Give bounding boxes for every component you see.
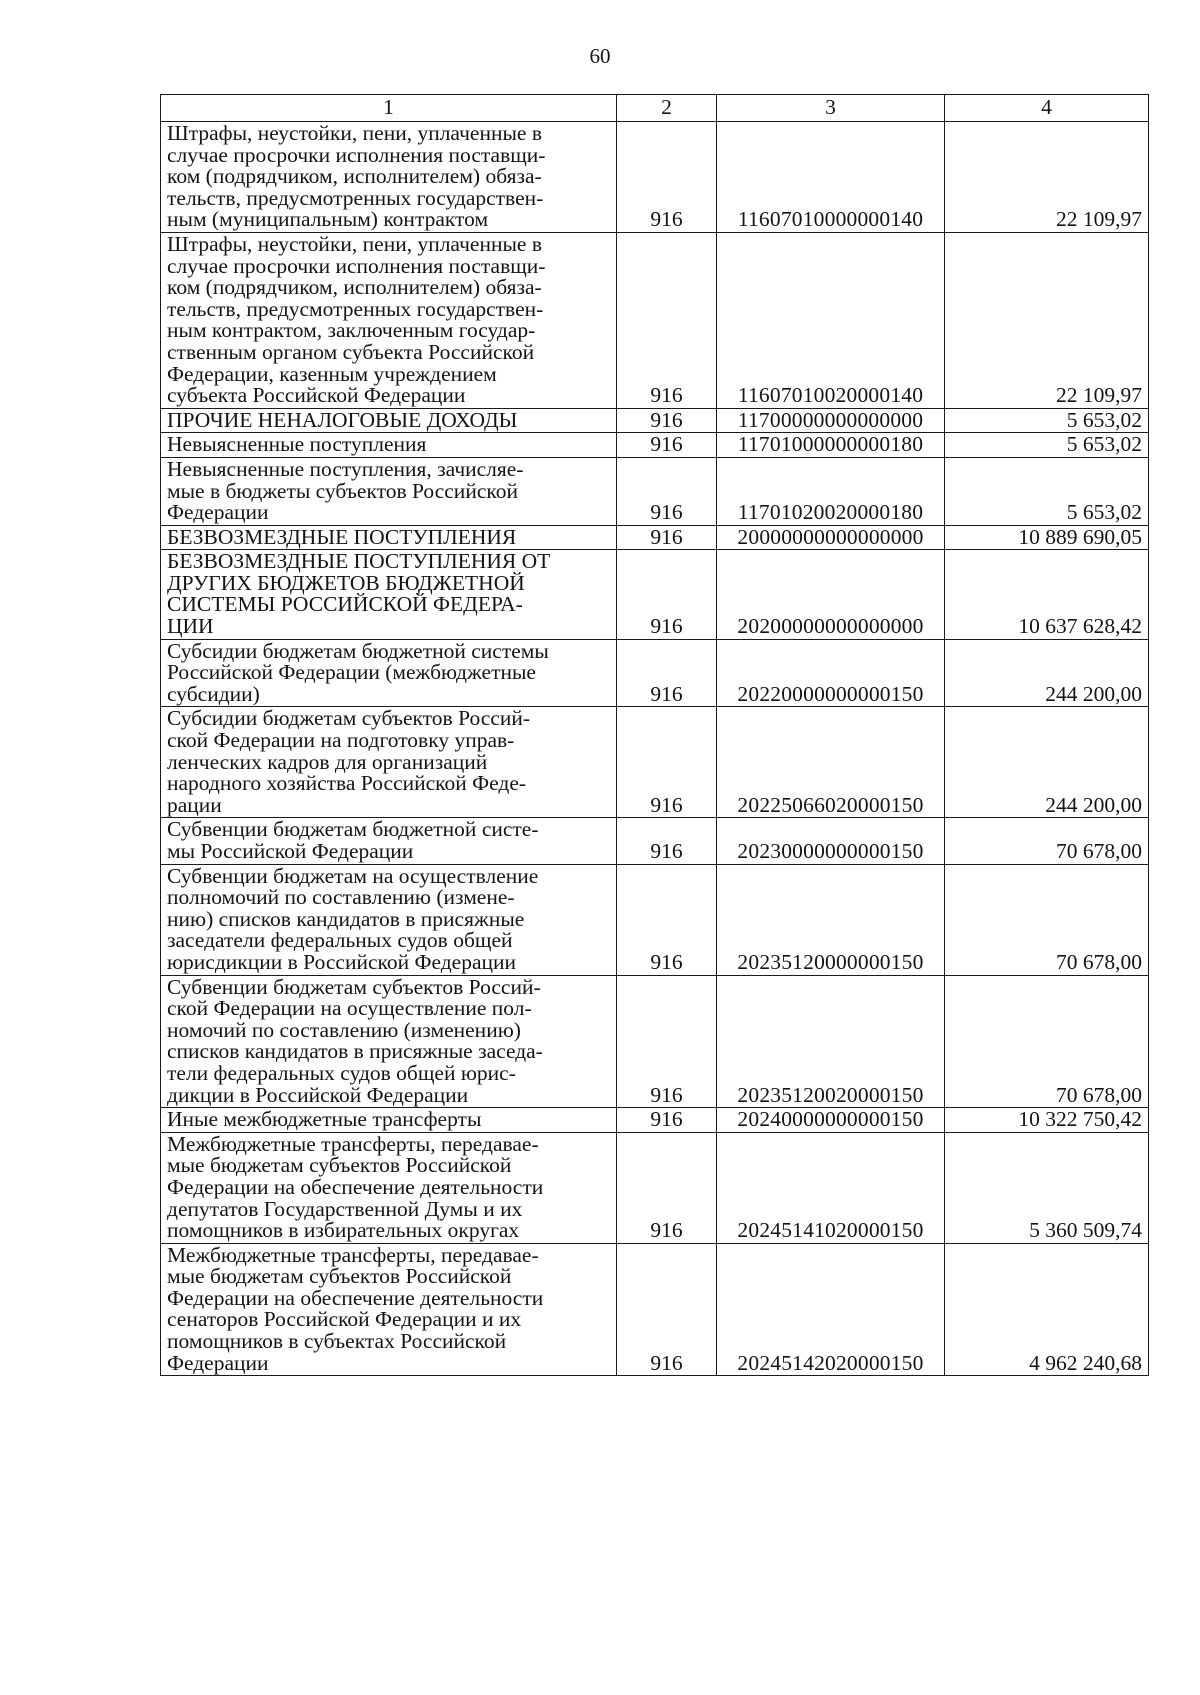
description-line: ным контрактом, заключенным государ- [167, 318, 536, 343]
row-classification-code: 20000000000000000 [717, 525, 945, 550]
description-line: Межбюджетные трансферты, передавае- [167, 1131, 539, 1156]
description-line: Иные межбюджетные трансферты [167, 1107, 482, 1132]
row-admin-code: 916 [617, 457, 717, 525]
description-line: рации [167, 792, 222, 817]
row-amount: 5 360 509,74 [945, 1132, 1149, 1243]
description-line: случае просрочки исполнения поставщи- [167, 253, 546, 278]
description-line: помощников в субъектах Российской [167, 1329, 507, 1354]
row-admin-code: 916 [617, 1243, 717, 1376]
row-admin-code: 916 [617, 707, 717, 818]
description-line: Федерации [167, 500, 269, 525]
description-line: ком (подрядчиком, исполнителем) обяза- [167, 275, 542, 300]
description-line: Штрафы, неустойки, пени, уплаченные в [167, 231, 543, 256]
table-row [161, 707, 1149, 818]
description-line: ленческих кадров для организаций [167, 749, 488, 774]
row-admin-code: 916 [617, 1108, 717, 1133]
row-classification-code: 20240000000000150 [717, 1108, 945, 1133]
row-admin-code: 916 [617, 550, 717, 639]
row-description [161, 975, 617, 1108]
row-classification-code: 20230000000000150 [717, 818, 945, 864]
description-line: юрисдикции в Российской Федерации [167, 949, 517, 974]
row-description [161, 639, 617, 707]
description-line: мые бюджетам субъектов Российской [167, 1264, 512, 1289]
row-description [161, 864, 617, 975]
row-classification-code: 11701000000000180 [717, 433, 945, 458]
table-row [161, 232, 1149, 408]
description-line: мые в бюджеты субъектов Российской [167, 478, 518, 503]
row-admin-code: 916 [617, 525, 717, 550]
row-amount: 5 653,02 [945, 408, 1149, 433]
row-admin-code: 916 [617, 122, 717, 233]
description-line: Субвенции бюджетам бюджетной систе- [167, 817, 539, 842]
row-admin-code: 916 [617, 818, 717, 864]
row-description [161, 408, 617, 433]
description-line: Субвенции бюджетам на осуществление [167, 863, 539, 888]
row-classification-code: 11607010000000140 [717, 122, 945, 233]
row-admin-code: 916 [617, 639, 717, 707]
row-amount: 244 200,00 [945, 639, 1149, 707]
table-row [161, 122, 1149, 233]
description-line: ДРУГИХ БЮДЖЕТОВ БЮДЖЕТНОЙ [167, 570, 525, 595]
description-line: дикции в Российской Федерации [167, 1082, 469, 1107]
table-row [161, 1108, 1149, 1133]
description-line: субъекта Российской Федерации [167, 383, 466, 408]
description-line: Межбюджетные трансферты, передавае- [167, 1242, 539, 1267]
row-amount: 22 109,97 [945, 122, 1149, 233]
row-admin-code: 916 [617, 433, 717, 458]
row-amount: 70 678,00 [945, 864, 1149, 975]
table-row [161, 550, 1149, 639]
description-line: народного хозяйства Российской Феде- [167, 771, 527, 796]
description-line: СИСТЕМЫ РОССИЙСКОЙ ФЕДЕРА- [167, 592, 523, 617]
description-line: заседатели федеральных судов общей [167, 928, 513, 953]
description-line: тели федеральных судов общей юрис- [167, 1060, 516, 1085]
table-row [161, 1243, 1149, 1376]
description-line: Субсидии бюджетам субъектов Россий- [167, 706, 531, 731]
description-line: ком (подрядчиком, исполнителем) обяза- [167, 164, 542, 189]
table-row [161, 408, 1149, 433]
description-line: Субсидии бюджетам бюджетной системы [167, 638, 549, 663]
description-line: помощников в избирательных округах [167, 1218, 520, 1243]
row-description [161, 525, 617, 550]
row-classification-code: 11700000000000000 [717, 408, 945, 433]
description-line: мы Российской Федерации [167, 839, 414, 863]
row-admin-code: 916 [617, 975, 717, 1108]
row-admin-code: 916 [617, 232, 717, 408]
row-amount: 10 889 690,05 [945, 525, 1149, 550]
description-line: тельств, предусмотренных государствен- [167, 185, 544, 210]
row-amount: 22 109,97 [945, 232, 1149, 408]
row-description [161, 550, 617, 639]
row-classification-code: 20220000000000150 [717, 639, 945, 707]
description-line: ской Федерации на осуществление пол- [167, 996, 532, 1021]
description-line: Федерации на обеспечение деятельности [167, 1174, 544, 1199]
description-line: Штрафы, неустойки, пени, уплаченные в [167, 121, 543, 145]
row-description [161, 1132, 617, 1243]
row-description [161, 122, 617, 233]
header-col-3: 3 [717, 95, 945, 122]
table-row [161, 433, 1149, 458]
row-admin-code: 916 [617, 864, 717, 975]
header-col-1: 1 [161, 95, 617, 122]
table-row [161, 639, 1149, 707]
row-description [161, 232, 617, 408]
description-line: депутатов Государственной Думы и их [167, 1196, 523, 1221]
revenue-table [160, 94, 1149, 1376]
page-number: 60 [589, 44, 611, 68]
description-line: полномочий по составлению (измене- [167, 885, 515, 910]
header-col-2: 2 [617, 95, 717, 122]
row-amount: 4 962 240,68 [945, 1243, 1149, 1376]
row-classification-code: 20235120000000150 [717, 864, 945, 975]
row-amount: 244 200,00 [945, 707, 1149, 818]
description-line: сенаторов Российской Федерации и их [167, 1307, 522, 1332]
table-row [161, 975, 1149, 1108]
description-line: субсидии) [167, 681, 260, 706]
description-line: БЕЗВОЗМЕЗДНЫЕ ПОСТУПЛЕНИЯ [167, 524, 517, 549]
row-classification-code: 20245142020000150 [717, 1243, 945, 1376]
table-row [161, 864, 1149, 975]
description-line: списков кандидатов в присяжные заседа- [167, 1039, 543, 1064]
description-line: ным (муниципальным) контрактом [167, 207, 489, 232]
description-line: тельств, предусмотренных государствен- [167, 296, 544, 321]
row-admin-code: 916 [617, 1132, 717, 1243]
description-line: случае просрочки исполнения поставщи- [167, 142, 546, 167]
description-line: Российской Федерации (межбюджетные [167, 660, 536, 685]
row-description [161, 433, 617, 458]
row-amount: 70 678,00 [945, 818, 1149, 864]
description-line: Невыясненные поступления, зачисляе- [167, 456, 524, 481]
row-classification-code: 20225066020000150 [717, 707, 945, 818]
row-description [161, 818, 617, 864]
row-amount: 10 637 628,42 [945, 550, 1149, 639]
row-admin-code: 916 [617, 408, 717, 433]
description-line: ПРОЧИЕ НЕНАЛОГОВЫЕ ДОХОДЫ [167, 407, 518, 432]
row-classification-code: 20200000000000000 [717, 550, 945, 639]
row-classification-code: 11607010020000140 [717, 232, 945, 408]
row-classification-code: 20235120020000150 [717, 975, 945, 1108]
description-line: номочий по составлению (изменению) [167, 1017, 521, 1042]
description-line: Невыясненные поступления [167, 432, 427, 457]
row-description [161, 1243, 617, 1376]
table-row [161, 525, 1149, 550]
row-amount: 70 678,00 [945, 975, 1149, 1108]
table-row [161, 1132, 1149, 1243]
description-line: ской Федерации на подготовку управ- [167, 728, 515, 753]
row-description [161, 707, 617, 818]
description-line: Федерации, казенным учреждением [167, 361, 497, 386]
description-line: ственным органом субъекта Российской [167, 339, 535, 364]
table-body [161, 95, 1149, 1376]
header-col-4: 4 [945, 95, 1149, 122]
row-description [161, 457, 617, 525]
table-header-row [161, 95, 1149, 122]
description-line: Федерации на обеспечение деятельности [167, 1285, 544, 1310]
description-line: нию) списков кандидатов в присяжные [167, 906, 525, 931]
row-classification-code: 11701020020000180 [717, 457, 945, 525]
row-amount: 5 653,02 [945, 457, 1149, 525]
row-amount: 5 653,02 [945, 433, 1149, 458]
description-line: Субвенции бюджетам субъектов Россий- [167, 974, 541, 999]
description-line: мые бюджетам субъектов Российской [167, 1153, 512, 1178]
description-line: Федерации [167, 1350, 269, 1375]
description-line: БЕЗВОЗМЕЗДНЫЕ ПОСТУПЛЕНИЯ ОТ [167, 549, 551, 574]
row-description [161, 1108, 617, 1133]
table-row [161, 818, 1149, 864]
description-line: ЦИИ [167, 614, 214, 639]
row-amount: 10 322 750,42 [945, 1108, 1149, 1133]
table-row [161, 457, 1149, 525]
row-classification-code: 20245141020000150 [717, 1132, 945, 1243]
